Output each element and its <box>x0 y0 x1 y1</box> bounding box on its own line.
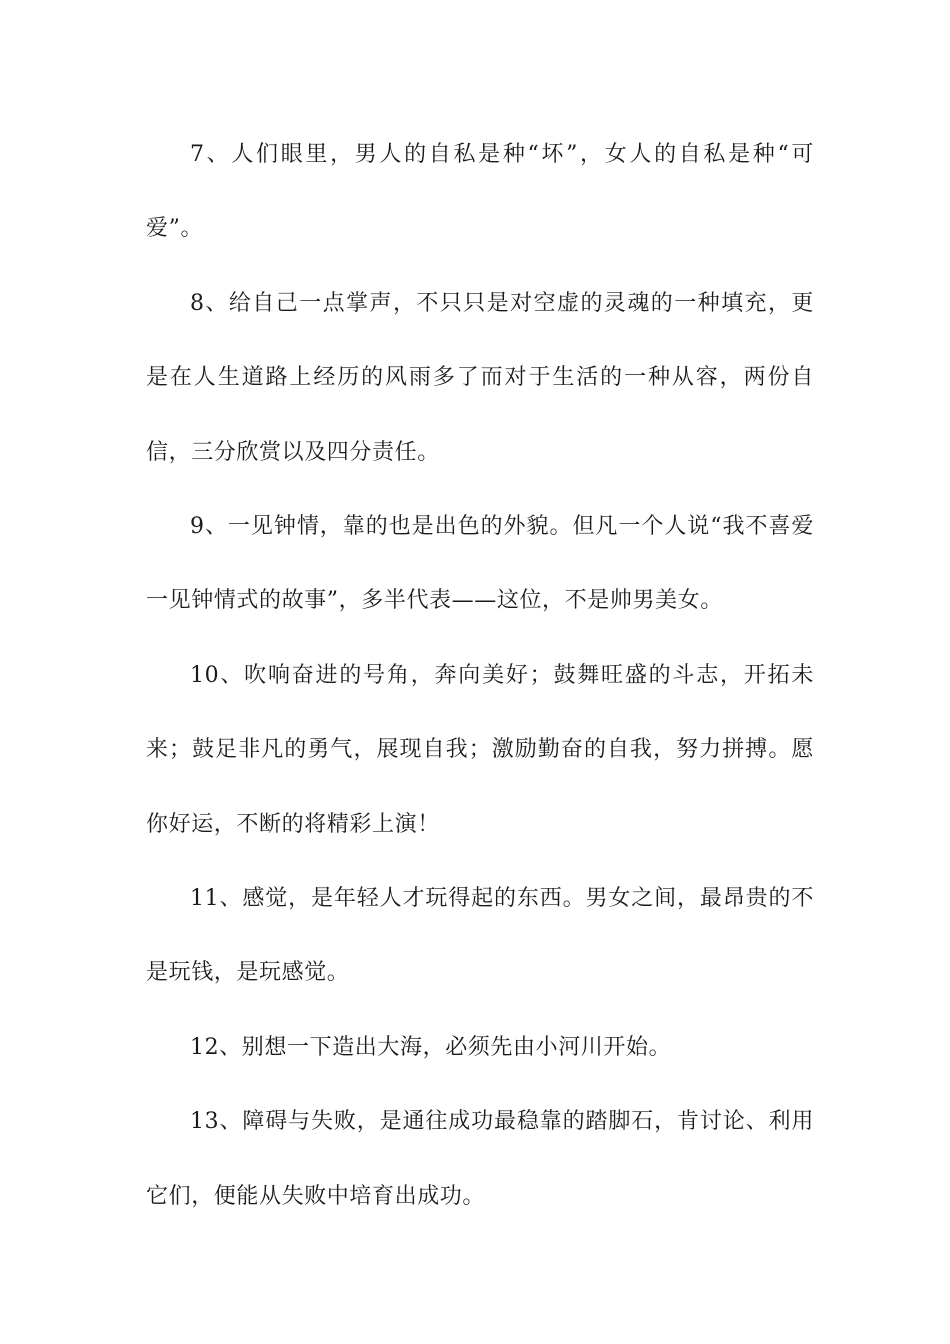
paragraph-7: 7、人们眼里，男人的自私是种“坏”，女人的自私是种“可爱”。 <box>146 142 814 242</box>
paragraph-8: 8、给自己一点掌声，不只只是对空虚的灵魂的一种填充，更是在人生道路上经历的风雨多了而对于生活的一种从容，两份自信，三分欣赏以及四分责任。 <box>146 290 814 465</box>
paragraph-11: 11、感觉，是年轻人才玩得起的东西。男女之间，最昂贵的不是玩钱，是玩感觉。 <box>146 886 814 986</box>
document-body <box>146 118 814 1234</box>
paragraph-10: 10、吹响奋进的号角，奔向美好；鼓舞旺盛的斗志，开拓未来；鼓足非凡的勇气，展现自我；激励勤奋的自我，努力拼搏。愿你好运，不断的将精彩上演！ <box>146 662 814 837</box>
paragraph-9: 9、一见钟情，靠的也是出色的外貌。但凡一个人说“我不喜爱一见钟情式的故事”，多半代表——这位，不是帅男美女。 <box>146 514 814 614</box>
paragraph-13: 13、障碍与失败，是通往成功最稳靠的踏脚石，肯讨论、利用它们，便能从失败中培育出成功。 <box>146 1109 814 1209</box>
paragraph-12: 12、别想一下造出大海，必须先由小河川开始。 <box>190 1034 672 1060</box>
